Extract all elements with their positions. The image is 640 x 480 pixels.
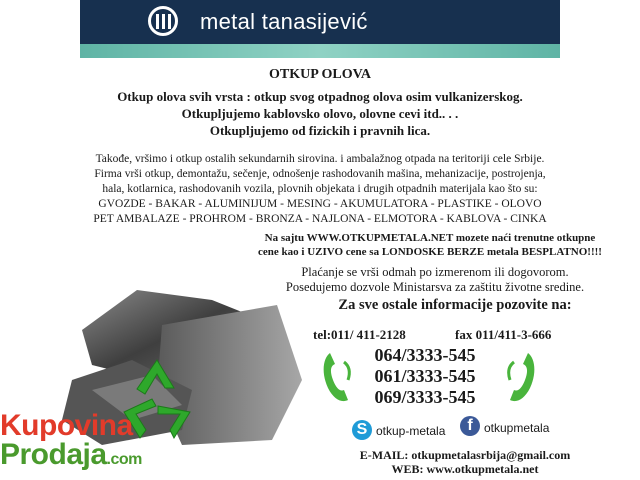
brand-logo-icon xyxy=(148,6,178,36)
skype-handle[interactable]: otkup-metala xyxy=(376,424,446,438)
tel-number[interactable]: tel:011/ 411-2128 xyxy=(313,327,406,342)
facebook-handle[interactable]: otkupmetala xyxy=(484,421,550,435)
body-line: Takođe, vršimo i otkup ostalih sekundarnih sirovina. i ambalažnog otpada na teritoriji cele Srbije. xyxy=(95,153,545,165)
facebook-icon: f xyxy=(460,416,480,436)
body-line: hala, kotlarnica, rashodovanih vozila, plovnih objekata i drugih otpadnih materijala kao što su: xyxy=(102,183,538,195)
watermark-logo xyxy=(0,409,142,475)
web-line[interactable]: WEB: www.otkupmetala.net xyxy=(391,462,539,476)
watermark-line: Kupovina xyxy=(0,409,133,442)
materials-line: GVOZDE - BAKAR - ALUMINIJUM - MESING - AKUMULATORA - PLASTIKE - OLOVO xyxy=(98,198,542,210)
mobile-number[interactable]: 069/3333-545 xyxy=(374,387,476,407)
intro-line: Otkup olova svih vrsta : otkup svog otpadnog olova osim vulkanizerskog. xyxy=(117,89,523,104)
materials-line: PET AMBALAZE - PROHROM - BRONZA - NAJLONA - ELMOTORA - KABLOVA - CINKA xyxy=(93,213,547,225)
intro-line: Otkupljujemo od fizickih i pravnih lica. xyxy=(209,123,431,138)
body-line: Firma vrši otkup, demontažu, sečenje, odnošenje rashodovanih mašina, mehanizacije, postrojenja, xyxy=(94,168,546,180)
accent-strip xyxy=(80,44,560,58)
payment-line: Posedujemo dozvole Ministarsva za zaštitu životne sredine. xyxy=(285,280,585,294)
watermark-line: Prodaja xyxy=(0,438,107,471)
site-line: cene kao i UZIVO cene sa LONDOSKE BERZE metala BESPLATNO!!!! xyxy=(258,246,602,258)
skype-icon: S xyxy=(352,420,372,440)
email-line[interactable]: E-MAIL: otkupmetalasrbija@gmail.com xyxy=(359,448,571,462)
fax-number: fax 011/411-3-666 xyxy=(455,327,552,342)
brand-name: metal tanasijević xyxy=(200,9,368,34)
intro-line: Otkupljujemo kablovsko olovo, olovne cevi itd.. . . xyxy=(181,106,459,121)
info-heading: Za sve ostale informacije pozovite na: xyxy=(338,297,572,313)
payment-line: Plaćanje se vrši odmah po izmerenom ili dogovorom. xyxy=(301,265,569,279)
page-title: OTKUP OLOVA xyxy=(268,67,372,82)
mobile-number[interactable]: 061/3333-545 xyxy=(374,366,476,386)
watermark-suffix: .com xyxy=(106,451,142,468)
mobile-number[interactable]: 064/3333-545 xyxy=(374,345,476,365)
site-line: Na sajtu WWW.OTKUPMETALA.NET mozete naći trenutne otkupne xyxy=(264,232,596,244)
mobile-numbers xyxy=(330,345,520,408)
